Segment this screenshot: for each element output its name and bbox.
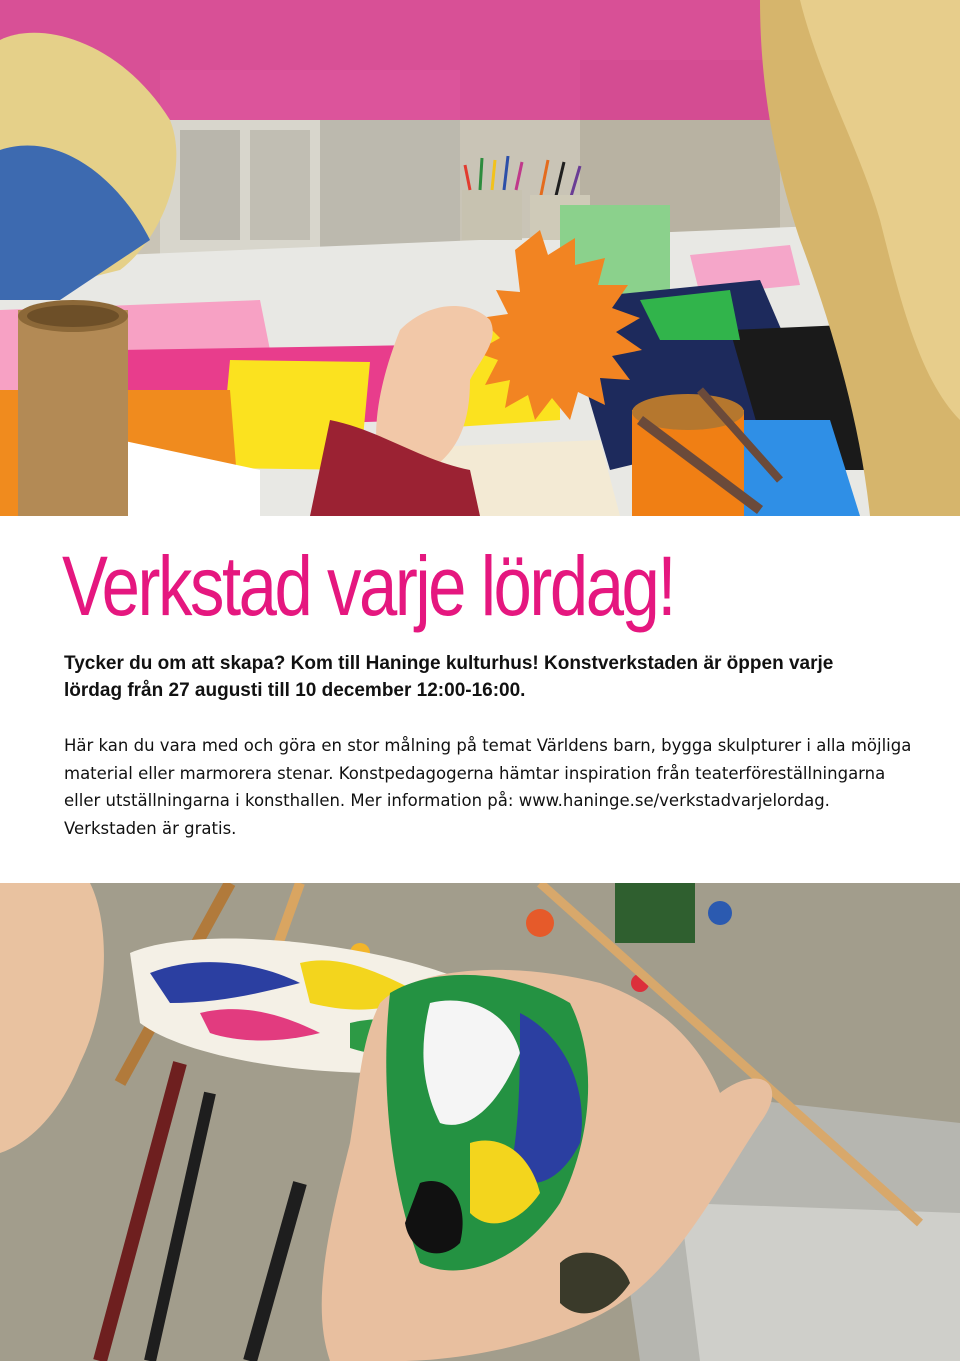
body-paragraph: Här kan du vara med och göra en stor målning på temat Världens barn, bygga skulpturer i alla möjliga material eller marmorera stenar. Konstpedagogerna hämtar inspiration från teaterföreställningarna eller utställningarna i konsthallen. Mer information på: www.haninge.se/verkstadvarjelordag. Verkstaden är gratis. bbox=[64, 736, 912, 838]
craft-workshop-photo bbox=[0, 0, 960, 516]
page-title: Verkstad varje lördag! bbox=[62, 539, 675, 633]
paint-hand-photo bbox=[0, 883, 960, 1361]
intro-paragraph: Tycker du om att skapa? Kom till Haninge kulturhus! Konstverkstaden är öppen varje lördag från 27 augusti till 10 december 12:00-16:00. bbox=[64, 653, 834, 701]
